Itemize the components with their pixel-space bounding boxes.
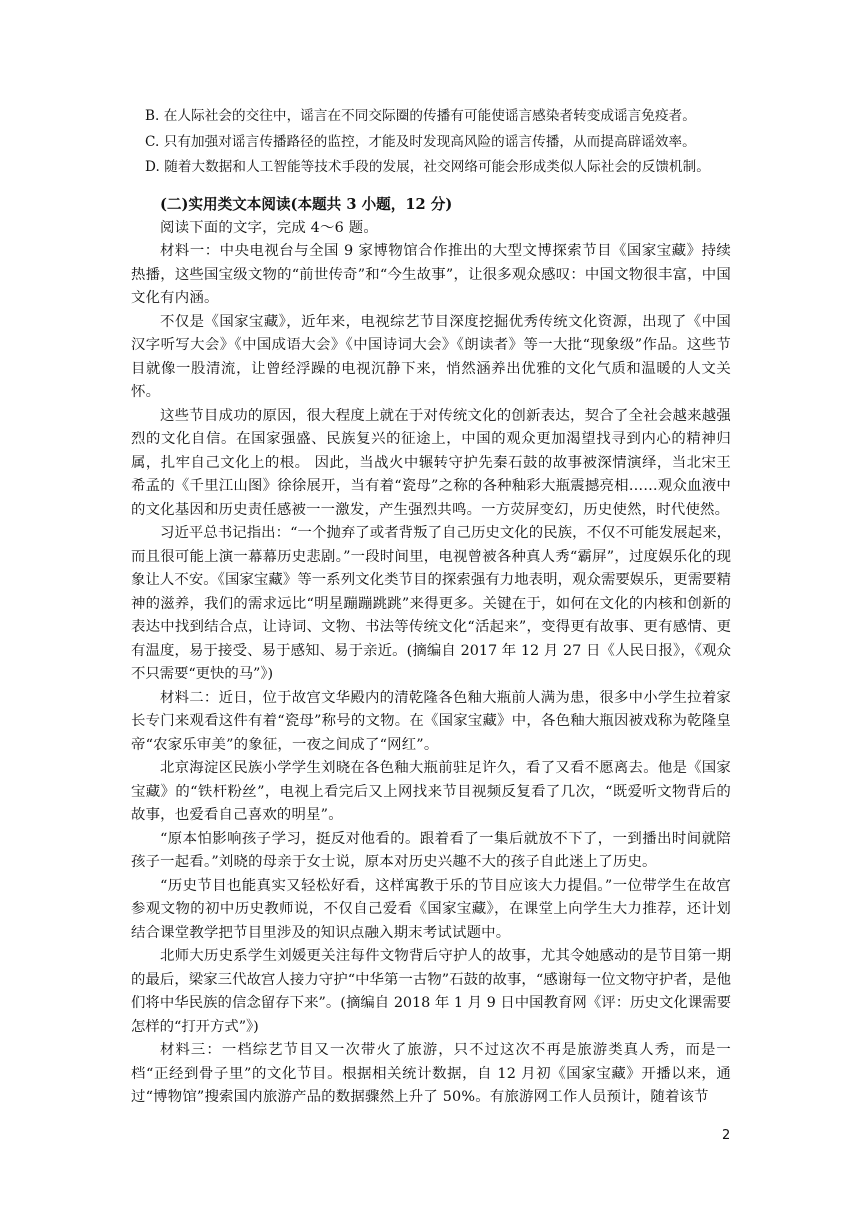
material-one-paragraph-3: 这些节目成功的原因，很大程度上就在于对传统文化的创新表达，契合了全社会越来越强烈的文化自信。在国家强盛、民族复兴的征途上，中国的观众更加渴望找寻到内心的精神归属，扎牢自己文化上的根。 因此，当战火中辗转守护先秦石鼓的故事被深情演绎，当北宋王希孟的《千里江山图》徐徐展开，当有着“瓷母”之称的各种釉彩大瓶震撼亮相……观众血液中的文化基因和历史责任感被一一激发，产生强烈共鸣。一方荧屏变幻，历史使然，时代使然。: [131, 407, 731, 518]
material-three-paragraph-1: 材料三：一档综艺节目又一次带火了旅游，只不过这次不再是旅游类真人秀，而是一档“正经到骨子里”的文化节目。根据相关统计数据，自 12 月初《国家宝藏》开播以来，通过“博物馆”搜索国内旅游产品的数据骤然上升了 50%。有旅游网工作人员预计，随着该节: [131, 1042, 731, 1106]
material-one-paragraph-1: 材料一：中央电视台与全国 9 家博物馆合作推出的大型文博探索节目《国家宝藏》持续热播，这些国宝级文物的“前世传奇”和“今生故事”，让很多观众感叹：中国文物很丰富，中国文化有内涵。: [131, 243, 731, 307]
material-two-paragraph-4: “历史节目也能真实又轻松好看，这样寓教于乐的节目应该大力提倡。”一位带学生在故宫参观文物的初中历史教师说，不仅自己爱看《国家宝藏》，在课堂上向学生大力推荐，还计划结合课堂教学把节目里涉及的知识点融入期末考试试题中。: [131, 877, 731, 941]
material-two-paragraph-2: 北京海淀区民族小学学生刘晓在各色釉大瓶前驻足许久，看了又看不愿离去。他是《国家宝藏》的“铁杆粉丝”，电视上看完后又上网找来节目视频反复看了几次，“既爱听文物背后的故事，也爱看自己喜欢的明星”。: [131, 760, 731, 824]
option-b: B. 在人际社会的交往中，谣言在不同交际圈的传播有可能使谣言感染者转变成谣言免疫者。: [145, 108, 696, 124]
section-title: (二)实用类文本阅读(本题共 3 小题，12 分): [160, 196, 453, 213]
material-one-paragraph-2: 不仅是《国家宝藏》，近年来，电视综艺节目深度挖掘优秀传统文化资源，出现了《中国汉字听写大会》《中国成语大会》《中国诗词大会》《朗读者》等一大批“现象级”作品。这些节目就像一股清流，让曾经浮躁的电视沉静下来，悄然涵养出优雅的文化气质和温暖的人文关怀。: [131, 313, 731, 401]
reading-section: [131, 193, 731, 1110]
option-d: D. 随着大数据和人工智能等技术手段的发展，社交网络可能会形成类似人际社会的反馈机制。: [145, 159, 710, 175]
material-two-paragraph-5: 北师大历史系学生刘媛更关注每件文物背后守护人的故事，尤其令她感动的是节目第一期的最后，梁家三代故宫人接力守护“中华第一古物”石鼓的故事，“感谢每一位文物守护者，是他们将中华民族的信念留存下来”。(摘编自 2018 年 1 月 9 日中国教育网《评：历史文化课需要怎样的“打开方式”》): [131, 948, 731, 1035]
page-number: 2: [722, 1128, 731, 1143]
material-two-paragraph-3: “原本怕影响孩子学习，挺反对他看的。跟着看了一集后就放不下了，一到播出时间就陪孩子一起看。”刘晓的母亲于女士说，原本对历史兴趣不大的孩子自此迷上了历史。: [131, 830, 731, 871]
instruction-paragraph: 阅读下面的文字，完成 4～6 题。: [160, 219, 378, 236]
material-two-paragraph-1: 材料二：近日，位于故宫文华殿内的清乾隆各色釉大瓶前人满为患，很多中小学生拉着家长专门来观看这件有着“瓷母”称号的文物。在《国家宝藏》中，各色釉大瓶因被戏称为乾隆皇帝“农家乐审美”的象征，一夜之间成了“网红”。: [131, 689, 731, 753]
option-c: C. 只有加强对谣言传播路径的监控，才能及时发现高风险的谣言传播，从而提高辟谣效率。: [145, 133, 696, 150]
answer-options: [145, 104, 745, 181]
material-one-paragraph-4: 习近平总书记指出：“一个抛弃了或者背叛了自己历史文化的民族，不仅不可能发展起来，而且很可能上演一幕幕历史悲剧。”一段时间里，电视曾被各种真人秀“霸屏”，过度娱乐化的现象让人不安。《国家宝藏》等一系列文化类节目的探索强有力地表明，观众需要娱乐，更需要精神的滋养，我们的需求远比“明星蹦蹦跳跳”来得更多。关键在于，如何在文化的内核和创新的表达中找到结合点，让诗词、文物、书法等传统文化“活起来”，变得更有故事、更有感情、更有温度，易于接受、易于感知、易于亲近。(摘编自 2017 年 12 月 27 日《人民日报》，《观众不只需要“更快的马”》): [131, 525, 731, 683]
